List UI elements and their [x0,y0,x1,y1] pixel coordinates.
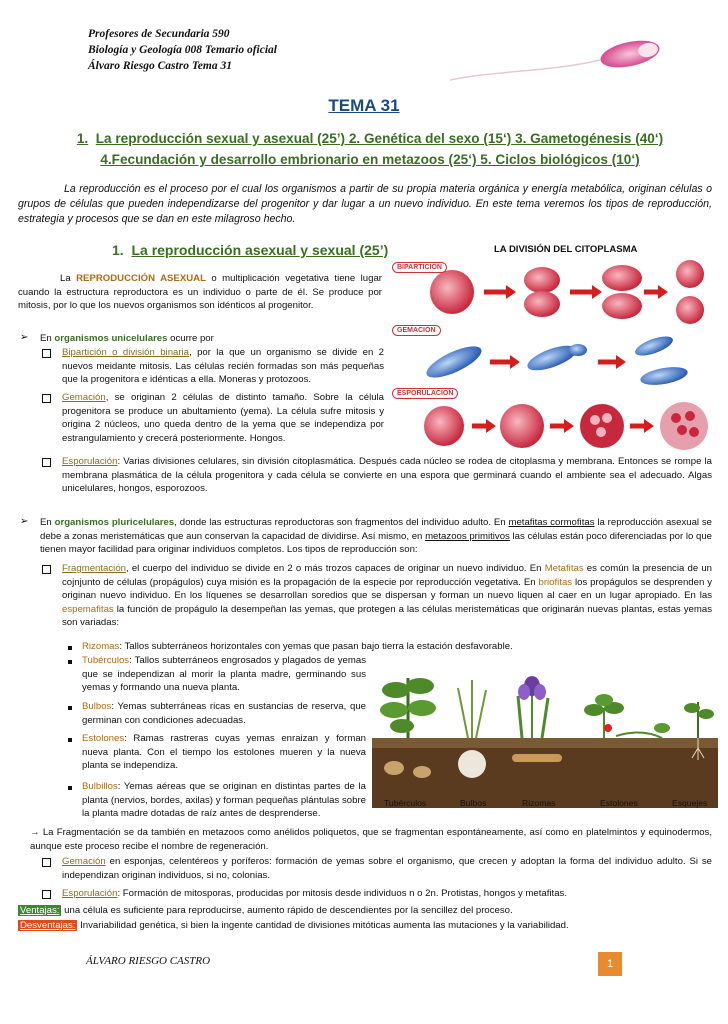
checkbox-icon [42,458,51,467]
toc-line-1: La reproducción sexual y asexual (25’) 2. Genética del sexo (15‘) 3. Gametogénesis (40‘) [95,131,664,146]
label-esporulacion: ESPORULACIÓN [392,388,458,399]
label-esquejes: Esquejes [672,798,708,808]
section-number: 1. [112,242,124,258]
section-title: La reproducción asexual y sexual (25’) [131,242,389,258]
header-line-2: Biología y Geología 008 Temario oficial [88,44,277,56]
square-bullet [68,786,72,790]
pluricellular-intro: En organismos pluricelulares, donde las estructuras reproductoras son fragmentos del individuo adulto. En metafitas cormofitas la reproducción asexual se debe a zonas meristemáticas que aun conservan la capacidad de dividirse. Así mismo, en metazoos primitivos las células están poco diferenciadas por lo que tienen mayor facilidad para originar individuos completos. Los tipos de reproducción son: [40,517,713,555]
fragmentation-note: → La Fragmentación se da también en metazoos como anélidos poliquetos, que se fragmentan espontáneamente, así como en platelmintos y equinodermos, aunque este proceso recibe el nombre de regeneración. [30,827,712,852]
item-fragmentacion: Fragmentación, el cuerpo del individuo se divide en 2 o más trozos capaces de originar un nuevo individuo. En Metafitas es común la presencia de un cojnjunto de células (propágulos) cuya misión es la propagación de la especie por reproducción vegetativa. En briofitas los propágulos se desprenden y originan nuevo individuo. En los líquenes se desarrollan soredios que se dispersan y forman un nuevo liquen al caer en un lugar apropiado. En las espemafitas la función de propágulo la desempeñan las yemas, que protegen a las células meristemáticas que originarán nuevas plantas, estas yemas son variadas: [62,563,713,628]
checkbox-icon [42,890,51,899]
square-bullet [68,738,72,742]
label-tuberculos: Tubérculos [384,798,427,808]
page-number: 1 [598,952,622,976]
yema-bulbos: Bulbos: Yemas subterráneas ricas en sustancias de reserva, que germinan con condiciones adecuadas. [82,701,366,726]
yema-tuberculos: Tubérculos: Tallos subterráneos engrosados y plagados de yemas que se independizan al morir la planta madre, germinando sus yemas y formando una nueva planta. [82,655,366,693]
item-esporulacion-pluricelular: Esporulación: Formación de mitosporas, producidas por mitosis desde individuos n o 2n. Protistas, hongos y metafitas. [62,888,567,899]
yema-estolones: Estolones: Ramas rastreras cuyas yemas enraizan y forman nueva planta. Con el tiempo los estolones mueren y la nueva planta se independiza. [82,733,366,771]
checkbox-icon [42,858,51,867]
header-line-1: Profesores de Secundaria 590 [88,28,230,40]
arrow-bullet: ➢ [20,516,29,527]
item-gemacion: Gemación, se originan 2 células de distinto tamaño. Sobre la célula progenitora se produce un abultamiento (yema). La célula sufre mitosis y origina 2 núcleos, uno queda dentro de la yema que se independiza por estrangulamiento y crecerá posteriormente. Hongos. [62,392,384,444]
header-line-3: Álvaro Riesgo Castro Tema 31 [88,60,232,72]
term-pluricelulares: organismos pluricelulares [54,517,175,528]
label-bulbos: Bulbos [460,798,487,808]
intro-paragraph: La reproducción es el proceso por el cual los organismos a partir de su propia materia orgánica y energía metabólica, originan células o grupos de células que pueden independizarse del progenitor y dar lugar a un nuevo individuo. En este tema veremos los tipos de reproducción, estrategia y procesos que se dan en este milagroso hecho. [18,183,712,225]
label-estolones: Estolones [600,798,638,808]
item-gemacion-pluricelular: Gemación en esponjas, celentéreos y poríferos: formación de yemas sobre el organismo, que crecen y adoptan la forma del individuo adulto. Si se independizan originan individuos, si no, colonias. [62,856,712,881]
toc-number: 1. [76,131,89,146]
page-title: TEMA 31 [328,96,400,115]
asexual-definition: La REPRODUCCIÓN ASEXUAL o multiplicación vegetativa tiene lugar cuando la estructura reproductora es un individuo o parte de él. Se produce por mitosis, por lo que los nuevos organismos son idénticos al progenitor. [18,273,382,311]
term-unicelulares: organismos unicelulares [54,333,168,344]
table-of-contents [30,128,710,170]
section-heading [112,242,388,258]
label-rizomas: Rizomas [522,798,556,808]
checkbox-icon [42,349,51,358]
square-bullet [68,660,72,664]
footer-author: ÁLVARO RIESGO CASTRO [86,955,211,967]
unicellular-intro: En organismos unicelulares ocurre por [40,333,214,344]
yema-rizomas: Rizomas: Tallos subterráneos horizontales con yemas que pasan bajo tierra la estación desfavorable. [82,641,513,652]
term-reproduccion-asexual: REPRODUCCIÓN ASEXUAL [76,273,206,284]
ventajas-label: Ventajas: [20,905,60,916]
label-gemacion: GEMACIÓN [392,325,441,336]
square-bullet [68,706,72,710]
arrow-bullet: ➢ [20,332,29,343]
checkbox-icon [42,565,51,574]
yema-bulbillos: Bulbillos: Yemas aéreas que se originan en distintas partes de la planta (nervios, bordes, axilas) y forman pequeñas plántulas sobre la planta madre dotadas de raíz antes de desprenderse. [82,781,366,819]
cell-division-figure [392,258,720,454]
plant-reproduction-figure [372,668,718,808]
label-biparticion: BIPARTICIÓN [392,262,447,273]
sperm-illustration [440,10,710,90]
item-biparticion: Bipartición o división binaria, por la que un organismo se divide en 2 nuevos meidante mitosis. Las células recién formadas son más pequeñas que la progenitora e idénticas a ella. Moneras y protozoos. [62,347,384,385]
item-esporulacion: Esporulación: Varias divisiones celulares, sin división citoplasmática. Después cada núcleo se rodea de citoplasma y membrana. Entonces se rompe la membrana plasmática de la célula progenitora y cada célula se convierte en una espora que germinará cuando el ambiente sea el adecuado. Algas unicelulares, hongos, esporozoos. [62,456,712,494]
toc-line-2: 4.Fecundación y desarrollo embrionario en metazoos (25‘) 5. Ciclos biológicos (10‘) [100,152,640,167]
square-bullet [68,646,72,650]
desventajas-line: Desventajas: Invariabilidad genética, si bien la ingente cantidad de divisiones mitóticas aumenta las mutaciones y la variabilidad. [20,920,569,931]
figure-cytoplasm-title: LA DIVISIÓN DEL CITOPLASMA [494,244,638,255]
document-header [88,26,277,74]
checkbox-icon [42,394,51,403]
desventajas-label: Desventajas: [20,920,76,931]
ventajas-line: Ventajas: una célula es suficiente para reproducirse, aumento rápido de descendientes por la sencillez del proceso. [20,905,513,916]
